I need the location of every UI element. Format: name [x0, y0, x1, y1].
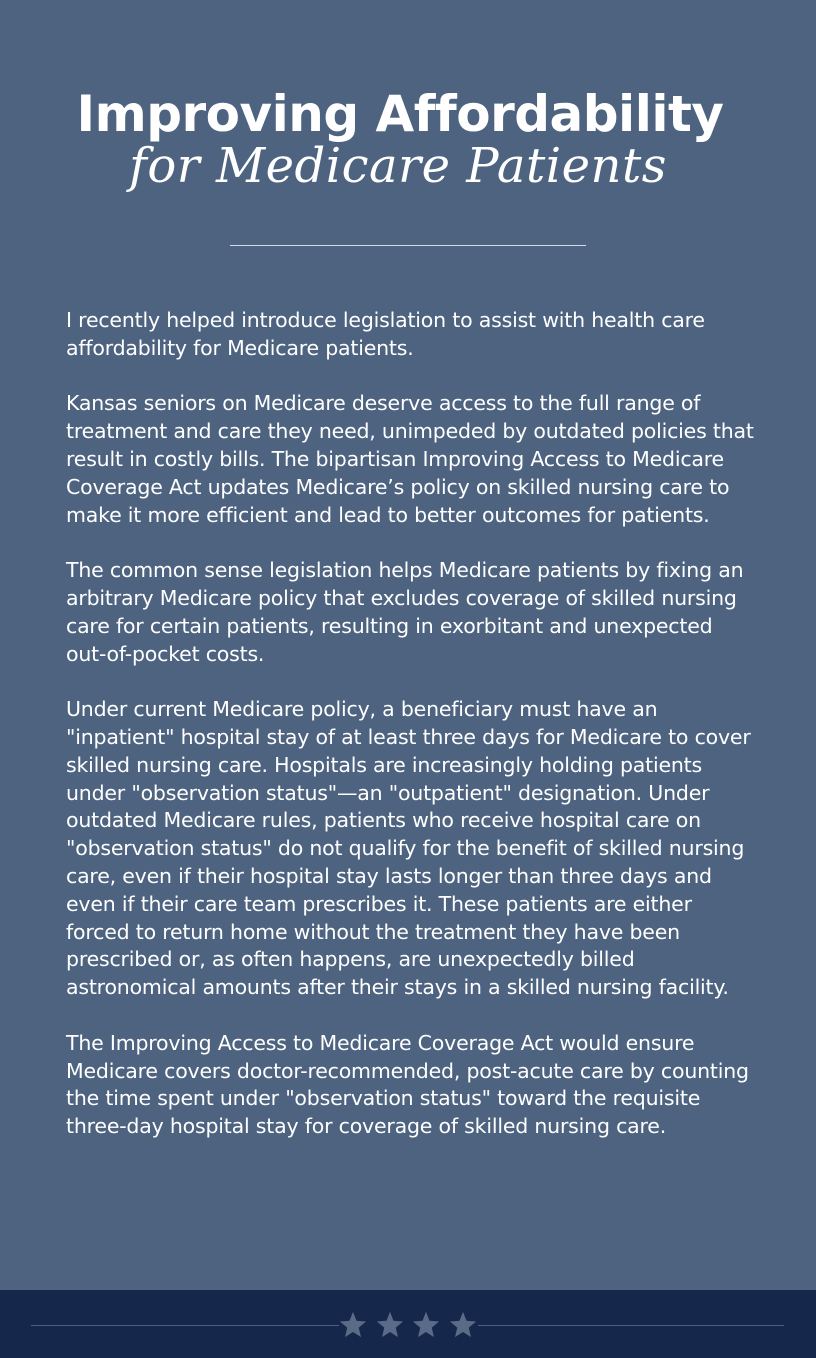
paragraph-4: Under current Medicare policy, a beneficiary must have an "inpatient" hospital stay of at least three days for Medicare to cover skilled nursing care. Hospitals are increasingly holding patients under "observation status"—an "outpatient" designation. Under outdated Medicare rules, patients who receive hospital care on "observation status" do not qualify for the benefit of skilled nursing care, even if their hospital stay lasts longer than three days and even if their care team prescribes it. These patients are either forced to return home without the treatment they have been prescribed or, as often happens, are unexpectedly billed astronomical amounts after their stays in a skilled nursing facility.: [66, 697, 751, 1000]
footer-divider-right: [478, 1325, 784, 1326]
article-body: [66, 307, 756, 1169]
footer-stars: [338, 1305, 478, 1345]
paragraph-1: I recently helped introduce legislation to assist with health care affordability for Medicare patients.: [66, 308, 705, 360]
star-icon: [411, 1310, 441, 1340]
page-subtitle: for Medicare Patients: [129, 138, 667, 194]
paragraph-5: The Improving Access to Medicare Coverage Act would ensure Medicare covers doctor-recommended, post-acute care by counting the time spent under "observation status" toward the requisite three-day hospital stay for coverage of skilled nursing care.: [66, 1030, 749, 1139]
paragraph-2: Kansas seniors on Medicare deserve access to the full range of treatment and care they need, unimpeded by outdated policies that result in costly bills. The bipartisan Improving Access to Medicare Coverage Act updates Medicare’s policy on skilled nursing care to make it more efficient and lead to better outcomes for patients.: [66, 391, 754, 527]
paragraph-3: The common sense legislation helps Medicare patients by fixing an arbitrary Medicare policy that excludes coverage of skilled nursing care for certain patients, resulting in exorbitant and unexpected out-of-pocket costs.: [66, 558, 744, 666]
title-divider: [230, 245, 586, 246]
page-title: Improving Affordability: [76, 85, 724, 143]
star-icon: [338, 1310, 368, 1340]
star-icon: [448, 1310, 478, 1340]
footer-divider-left: [31, 1325, 339, 1326]
star-icon: [375, 1310, 405, 1340]
footer-bar: [0, 1290, 816, 1358]
